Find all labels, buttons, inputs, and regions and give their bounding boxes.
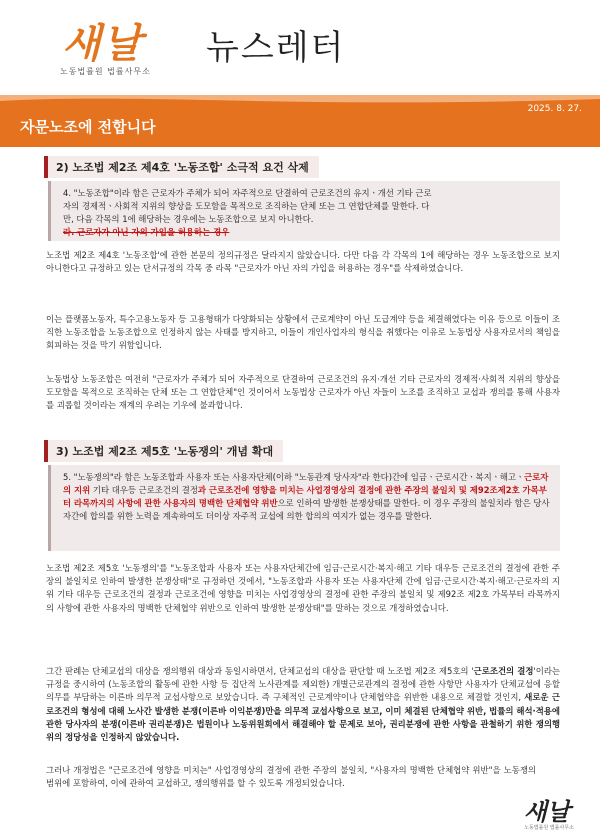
paragraph: 노조법 제2조 제4호 '노동조합'에 관한 본문의 정의규정은 달라지지 않았습니다. 다만 다음 각 각목의 1에 해당하는 경우 노동조합으로 보지 아니한다고 규정하고 있는 단서규정의 각목 중 라목 "근로자가 아닌 자의 가입을 허용하는 경우"를 삭제하였습니다.	[46, 250, 560, 274]
quote-line: 4. "노동조합"이라 함은 근로자가 주체가 되어 자주적으로 단결하여 근로조건의 유지ㆍ개선 기타 근로	[63, 188, 432, 198]
quote-text: 으로 인하여 발생한 분쟁상태를 말한다. 이 경우 주장의 불일치라 함은 당사자간에 합의를 위한 노력을 계속하여도 더이상 자주적 교섭에 의한 합의의 여지가 없는 경우를 말한다.	[63, 498, 550, 521]
paragraph: 그러나 개정법은 "근로조건에 영향을 미치는" 사업경영상의 결정에 관한 주장의 불일치, "사용자의 명백한 단체협약 위반"을 노동쟁의 범위에 포함하여, 이에 관하여 교섭하고, 쟁의행위를 할 수 있도록 개정되었습니다.	[46, 765, 536, 789]
quote-highlight: 과 근로조건에 영향을 미치는 사업경영상의 결정에 관한 주장의 불일치 및 제92조제2호 가목부터 라목까지의 사항에 관한 사용자의 명백한 단체협약 위반	[63, 485, 547, 508]
quote-text: 기타 대우등 근로조건의 결정	[90, 485, 198, 495]
bold-text: 근로조건의 결정	[473, 666, 534, 676]
footer-logo: 새날	[523, 797, 570, 826]
logo: 새날	[62, 20, 144, 67]
header	[0, 0, 600, 95]
logo-subtitle: 노동법률원 법률사무소	[60, 67, 151, 76]
quote-line: 자의 경제적ㆍ사회적 지위의 향상을 도모함을 목적으로 조직하는 단체 또는 그 연합단체를 말한다. 다	[63, 201, 430, 211]
paragraph	[46, 665, 560, 744]
deleted-clause: 라. 근로자가 아닌 자의 가입을 허용하는 경우	[63, 227, 230, 237]
statute-quote	[48, 465, 560, 551]
banner-title: 자문노조에 전합니다	[20, 118, 156, 136]
issue-date: 2025. 8. 27.	[527, 104, 582, 114]
bold-text: 새로운 근로조건의 형성에 대해 노사간 발생한 분쟁(이른바 이익분쟁)만을 의무적 교섭사항으로 보고, 이미 체결된 단체협약 위반, 법률의 해석·적용에 관한 당사자의 분쟁(이른바 권리분쟁)은 법원이나 노동위원회에서 해결해야 할 문제로 보아, 권리분쟁에 관한 사항을 관철하기 위한 쟁의행위의 정당성을 인정하지 않았습니다.	[46, 692, 561, 743]
quote-highlight: 근로자의 지위	[63, 472, 549, 495]
footer-logo-subtitle: 노동법률원 법률사무소	[524, 825, 574, 831]
section-heading: 3) 노조법 제2조 제5호 '노동쟁의' 개념 확대	[44, 440, 283, 462]
statute-quote	[48, 181, 560, 241]
paragraph: 노조법 제2조 제5호 '노동쟁의'를 "노동조합과 사용자 또는 사용자단체간에 임금·근로시간·복지·해고 기타 대우등 근로조건의 결정에 관한 주장의 불일치로 인하여 발생한 분쟁상태"로 규정하던 것에서, "노동조합과 사용자 또는 사용자단체 간에 임금·근로시간·복지·해고·근로자의 지위 기타 대우등 근로조건의 결정과 근로조건에 영향을 미치는 사업경영상의 결정에 관한 주장의 불일치 및 제92조 제2호 가목부터 라목까지의 사항에 관한 사용자의 명백한 단체협약 위반으로 인하여 발생한 분쟁상태"를 말하는 것으로 개정하였습니다.	[46, 563, 560, 613]
text: 그간 판례는 단체교섭의 대상을 쟁의행위 대상과 동일시하면서, 단체교섭의 대상을 판단할 때 노조법 제2조 제5호의 '	[46, 666, 474, 676]
newsletter-title: 뉴스레터	[206, 28, 346, 68]
paragraph: 노동법상 노동조합은 여전히 "근로자가 주체가 되어 자주적으로 단결하여 근로조건의 유지·개선 기타 근로자의 경제적·사회적 지위의 향상을 도모함을 목적으로 조직하는 단체 또는 그 연합단체"인 것이어서 노동법상 근로자가 아닌 자들이 노조를 조직하고 교섭과 쟁의를 통해 사용자를 괴롭힐 것이라는 재계의 우려는 기우에 불과합니다.	[46, 374, 560, 411]
quote-line: 만, 다음 각목의 1에 해당하는 경우에는 노동조합으로 보지 아니한다.	[63, 214, 314, 224]
banner-wave-decoration	[0, 95, 600, 113]
paragraph: 이는 플랫폼노동자, 특수고용노동자 등 고용형태가 다양화되는 상황에서 근로계약이 아닌 도급계약 등을 체결해였다는 이유 등으로 이들이 조직한 노동조합을 노동조합으로 인정하지 않는 사태를 방지하고, 이들이 개인사업자의 형식을 취했다는 이유로 노동법상 사용자로서의 책임을 회피하는 것을 막기 위함입니다.	[46, 314, 560, 351]
quote-text: 5. "노동쟁의"라 함은 노동조합과 사용자 또는 사용자단체(이하 "노동관계 당사자"라 한다)간에 임금ㆍ근로시간ㆍ복지ㆍ해고ㆍ	[63, 472, 525, 482]
text: '이라는 규정을 중시하여 (노동조합의 활동에 관한 사항 등 집단적 노사관계를 제외한) 개별근로관계의 결정에 관한 사항만 사용자가 단체교섭에 응할 의무를 부담하는 이른바 의무적 교섭사항으로 보았습니다. 즉 구체적인 근로계약이나 단체협약을 위반한 내용으로 체결할 것인지,	[46, 666, 560, 703]
section-heading: 2) 노조법 제2조 제4호 '노동조합' 소극적 요건 삭제	[44, 156, 319, 178]
